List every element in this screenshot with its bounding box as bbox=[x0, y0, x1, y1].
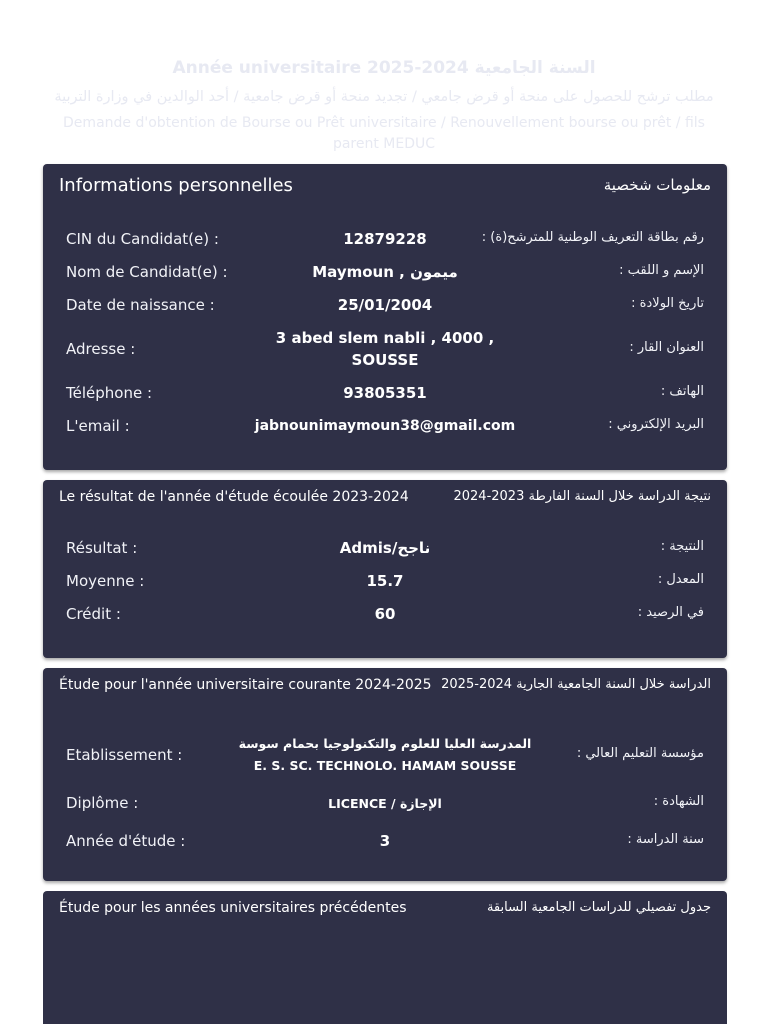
result-label-ar: النتيجة : bbox=[660, 539, 704, 554]
diploma-value: LICENCE / الإجازة bbox=[328, 796, 442, 811]
cin-value: 12879228 bbox=[343, 230, 427, 248]
name-label-fr: Nom de Candidat(e) : bbox=[66, 263, 228, 281]
name-label-ar: الإسم و اللقب : bbox=[619, 263, 704, 278]
cin-label-ar: رقم بطاقة التعريف الوطنية للمترشح(ة) : bbox=[481, 230, 704, 245]
birthdate-label-fr: Date de naissance : bbox=[66, 296, 215, 314]
current-study-title-fr: Étude pour l'année universitaire courante 2024-2025 bbox=[59, 677, 432, 693]
birthdate-value: 25/01/2004 bbox=[337, 296, 433, 314]
average-label-fr: Moyenne : bbox=[66, 572, 145, 590]
current-study-title-ar: الدراسة خلال السنة الجامعية الجارية 2024-2025 bbox=[441, 677, 711, 692]
current-study-card bbox=[43, 668, 727, 881]
credit-label-ar: في الرصيد : bbox=[637, 605, 704, 620]
address-value: 3 abed slem nabli , 4000 , SOUSSE bbox=[275, 329, 495, 369]
diploma-label-fr: Diplôme : bbox=[66, 794, 139, 812]
address-label-ar: العنوان القار : bbox=[629, 340, 704, 355]
name-value: Maymoun , ميمون bbox=[312, 263, 458, 281]
email-value: jabnounimaymoun38@gmail.com bbox=[254, 418, 516, 434]
birthdate-label-ar: تاريخ الولادة : bbox=[631, 296, 704, 311]
form-title-arabic: مطلب ترشح للحصول على منحة أو قرض جامعي / تجديد منحة أو قرض جامعية / أحد الوالدين في وزارة التربية bbox=[54, 89, 714, 105]
email-label-ar: البريد الإلكتروني : bbox=[608, 417, 704, 432]
institution-value-fr: E. S. SC. TECHNOLO. HAMAM SOUSSE bbox=[253, 758, 517, 773]
personal-info-title-fr: Informations personnelles bbox=[59, 175, 293, 196]
previous-study-title-ar: جدول تفصيلي للدراسات الجامعية السابقة bbox=[486, 900, 711, 915]
credit-value: 60 bbox=[374, 605, 396, 623]
average-label-ar: المعدل : bbox=[657, 572, 704, 587]
results-title-ar: نتيجة الدراسة خلال السنة الفارطة 2023-2024 bbox=[453, 489, 711, 504]
diploma-label-ar: الشهادة : bbox=[653, 794, 704, 809]
academic-year-title: Année universitaire 2025-2024 السنة الجامعية bbox=[172, 58, 596, 78]
previous-study-title-fr: Étude pour les années universitaires précédentes bbox=[59, 900, 407, 916]
phone-label-fr: Téléphone : bbox=[66, 384, 153, 402]
institution-label-fr: Etablissement : bbox=[66, 746, 183, 764]
address-label-fr: Adresse : bbox=[66, 340, 136, 358]
credit-label-fr: Crédit : bbox=[66, 605, 121, 623]
personal-info-title-ar: معلومات شخصية bbox=[603, 176, 711, 194]
phone-value: 93805351 bbox=[343, 384, 427, 402]
results-card bbox=[43, 480, 727, 658]
previous-study-card bbox=[43, 891, 727, 1024]
study-year-value: 3 bbox=[379, 832, 391, 850]
institution-label-ar: مؤسسة التعليم العالي : bbox=[576, 746, 704, 761]
average-value: 15.7 bbox=[366, 572, 404, 590]
cin-label-fr: CIN du Candidat(e) : bbox=[66, 230, 219, 248]
form-title-french: Demande d'obtention de Bourse ou Prêt universitaire / Renouvellement bourse ou prêt / fils parent MEDUC bbox=[63, 115, 705, 152]
institution-value-ar: المدرسة العليا للعلوم والتكنولوجيا بحمام سوسة bbox=[238, 736, 532, 751]
email-label-fr: L'email : bbox=[66, 417, 130, 435]
study-year-label-fr: Année d'étude : bbox=[66, 832, 186, 850]
study-year-label-ar: سنة الدراسة : bbox=[627, 832, 704, 847]
phone-label-ar: الهاتف : bbox=[660, 384, 704, 399]
result-label-fr: Résultat : bbox=[66, 539, 138, 557]
result-value: Admis/ناجح bbox=[339, 539, 431, 557]
results-title-fr: Le résultat de l'année d'étude écoulée 2023-2024 bbox=[59, 489, 409, 505]
personal-info-card bbox=[43, 164, 727, 470]
